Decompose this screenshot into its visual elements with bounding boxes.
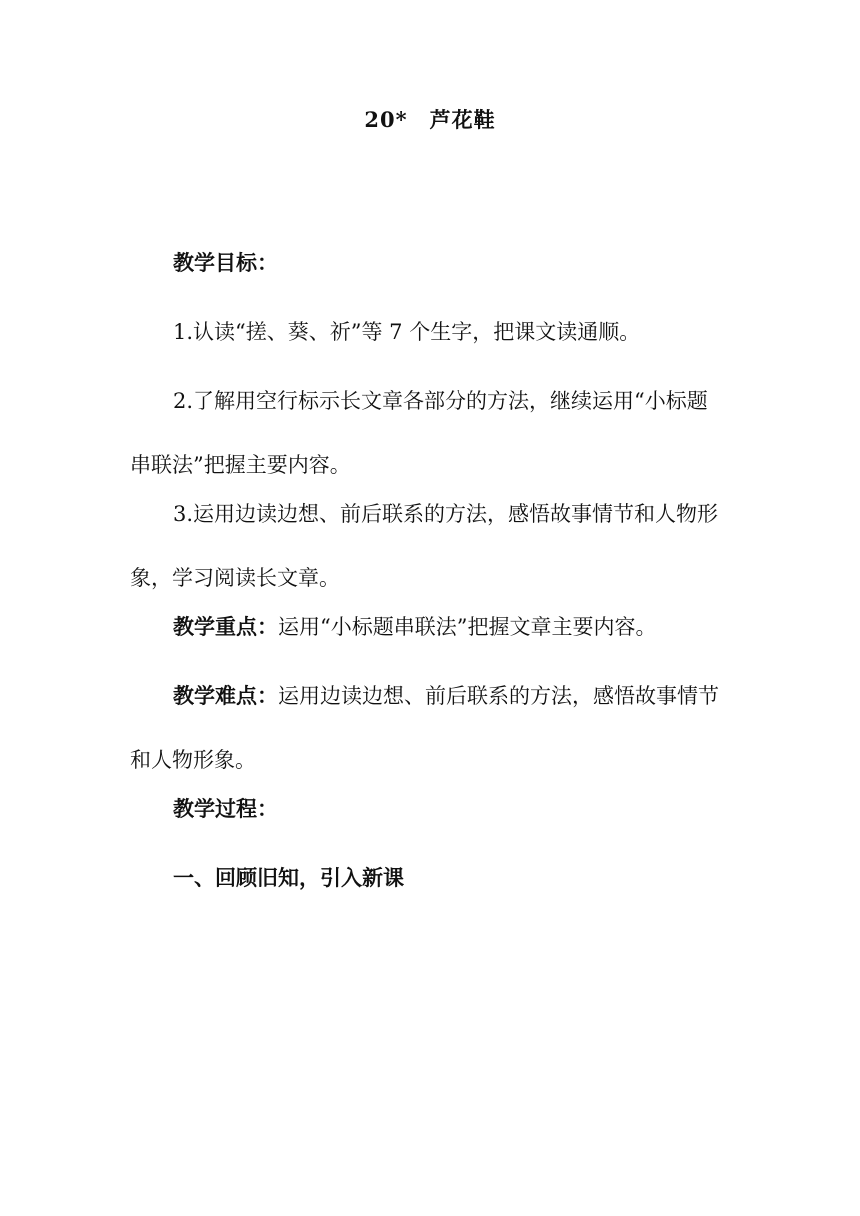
difficulty-label: 教学难点： [173,683,278,708]
objective-item-1: 1.认读“搓、葵、祈”等 7 个生字，把课文读通顺。 [173,320,641,344]
objective-item-3: 3.运用边读边想、前后联系的方法，感悟故事情节和人物形象，学习阅读长文章。 [130,502,719,590]
key-point-paragraph [130,610,720,644]
title-number: 20* [364,107,408,132]
process-heading: 教学过程： [173,796,278,821]
title-text: 芦花鞋 [429,107,496,132]
objective-item-2: 2.了解用空行标示长文章各部分的方法，继续运用“小标题串联法”把握主要内容。 [130,389,708,477]
key-point-label: 教学重点： [173,614,278,639]
objectives-heading: 教学目标： [173,250,278,275]
document-body [130,246,720,930]
section-one-heading: 一、回顾旧知，引入新课 [173,865,404,890]
key-point-text: 运用“小标题串联法”把握文章主要内容。 [278,615,657,639]
difficulty-paragraph [130,664,720,792]
difficulty-text: 运用边读边想、前后联系的方法，感悟故事情节和人物形象。 [130,684,719,772]
page-title [0,104,860,134]
